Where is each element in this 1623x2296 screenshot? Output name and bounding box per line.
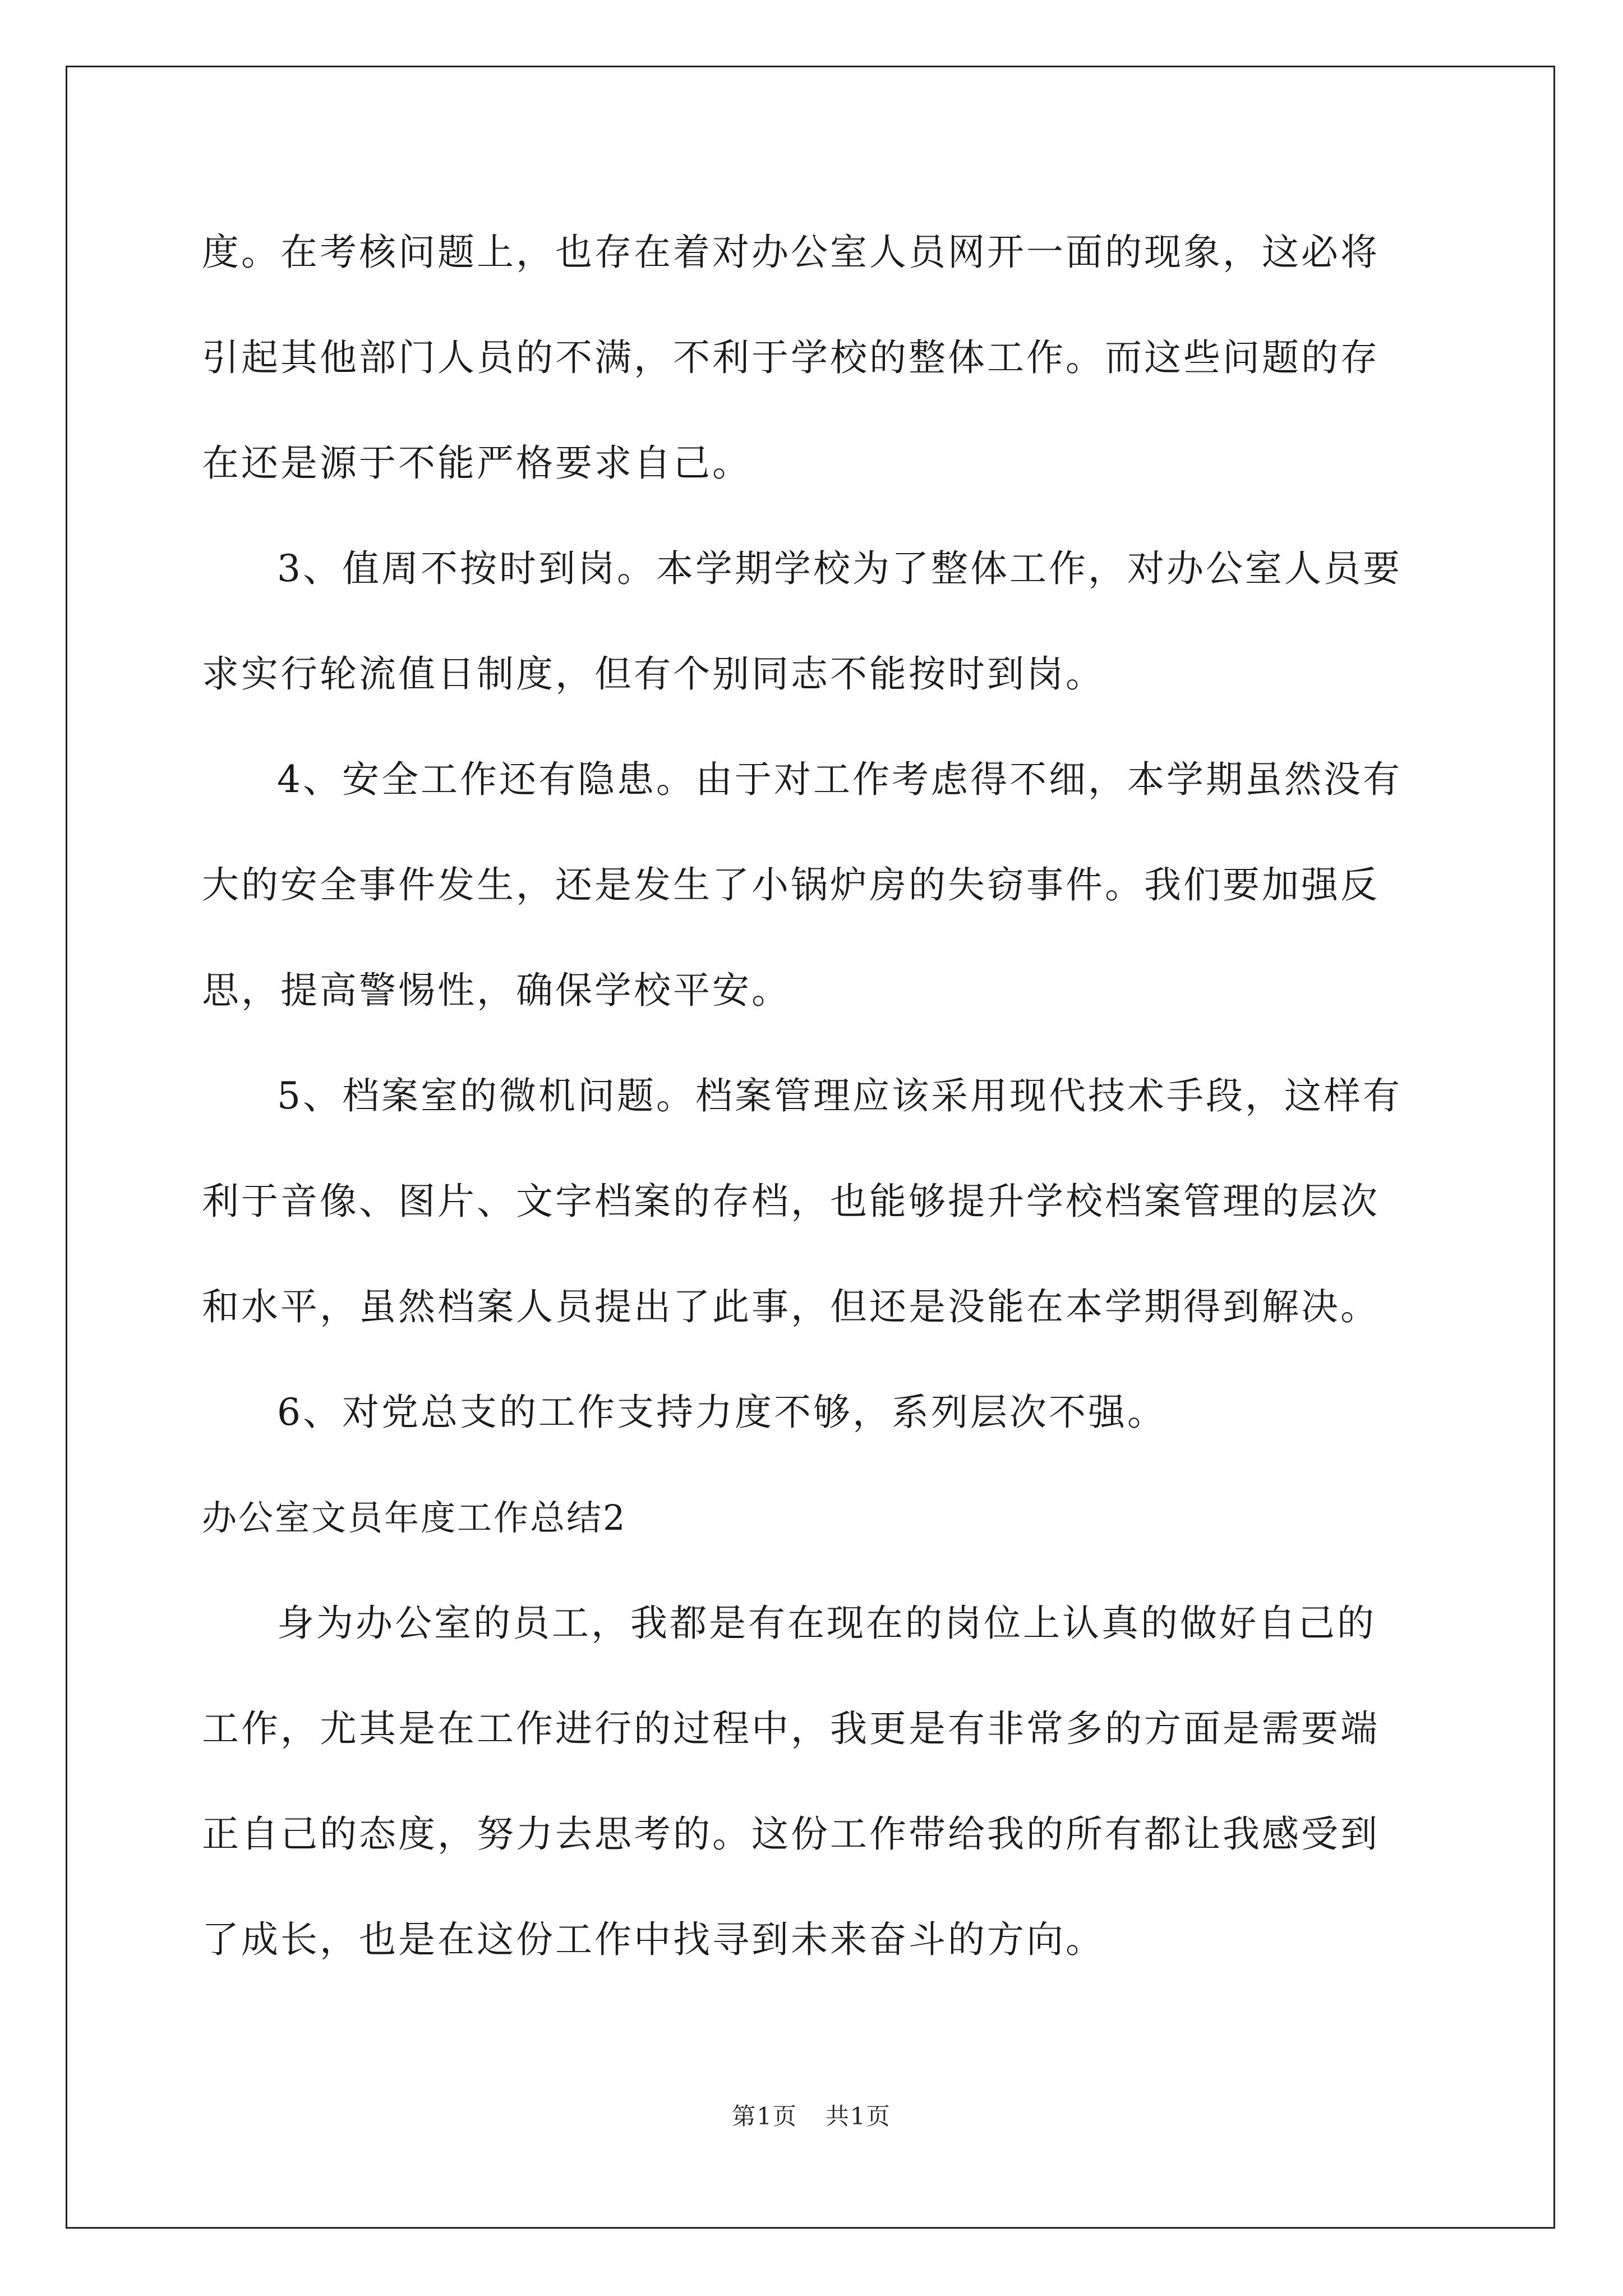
page-number-current: 第1页 [732, 2102, 797, 2130]
paragraph-line: 思，提高警惕性，确保学校平安。 [202, 969, 791, 1012]
paragraph-line: 了成长，也是在这份工作中找寻到未来奋斗的方向。 [202, 1918, 1105, 1961]
paragraph-line: 3、值周不按时到岗。本学期学校为了整体工作，对办公室人员要 [277, 547, 1402, 590]
section-heading: 办公室文员年度工作总结2 [202, 1497, 627, 1538]
paragraph-line: 求实行轮流值日制度，但有个别同志不能按时到岗。 [202, 652, 1105, 696]
page-number-total: 共1页 [826, 2102, 891, 2130]
paragraph-line: 在还是源于不能严格要求自己。 [202, 441, 751, 485]
page-footer [0, 2098, 1623, 2132]
paragraph-line: 5、档案室的微机问题。档案管理应该采用现代技术手段，这样有 [277, 1074, 1402, 1117]
paragraph-line: 利于音像、图片、文字档案的存档，也能够提升学校档案管理的层次 [202, 1180, 1380, 1223]
paragraph-line: 和水平，虽然档案人员提出了此事，但还是没能在本学期得到解决。 [202, 1285, 1380, 1328]
paragraph-line: 正自己的态度，努力去思考的。这份工作带给我的所有都让我感受到 [202, 1812, 1380, 1856]
paragraph-line: 6、对党总支的工作支持力度不够，系列层次不强。 [277, 1391, 1166, 1434]
paragraph-line: 身为办公室的员工，我都是有在现在的岗位上认真的做好自己的 [277, 1602, 1376, 1645]
paragraph-line: 工作，尤其是在工作进行的过程中，我更是有非常多的方面是需要端 [202, 1707, 1380, 1750]
paragraph-line: 大的安全事件发生，还是发生了小锅炉房的失窃事件。我们要加强反 [202, 863, 1380, 907]
paragraph-line: 引起其他部门人员的不满，不利于学校的整体工作。而这些问题的存 [202, 336, 1380, 379]
document-body [202, 210, 1424, 2003]
paragraph-line: 度。在考核问题上，也存在着对办公室人员网开一面的现象，这必将 [202, 231, 1380, 274]
paragraph-line: 4、安全工作还有隐患。由于对工作考虑得不细，本学期虽然没有 [277, 758, 1402, 801]
